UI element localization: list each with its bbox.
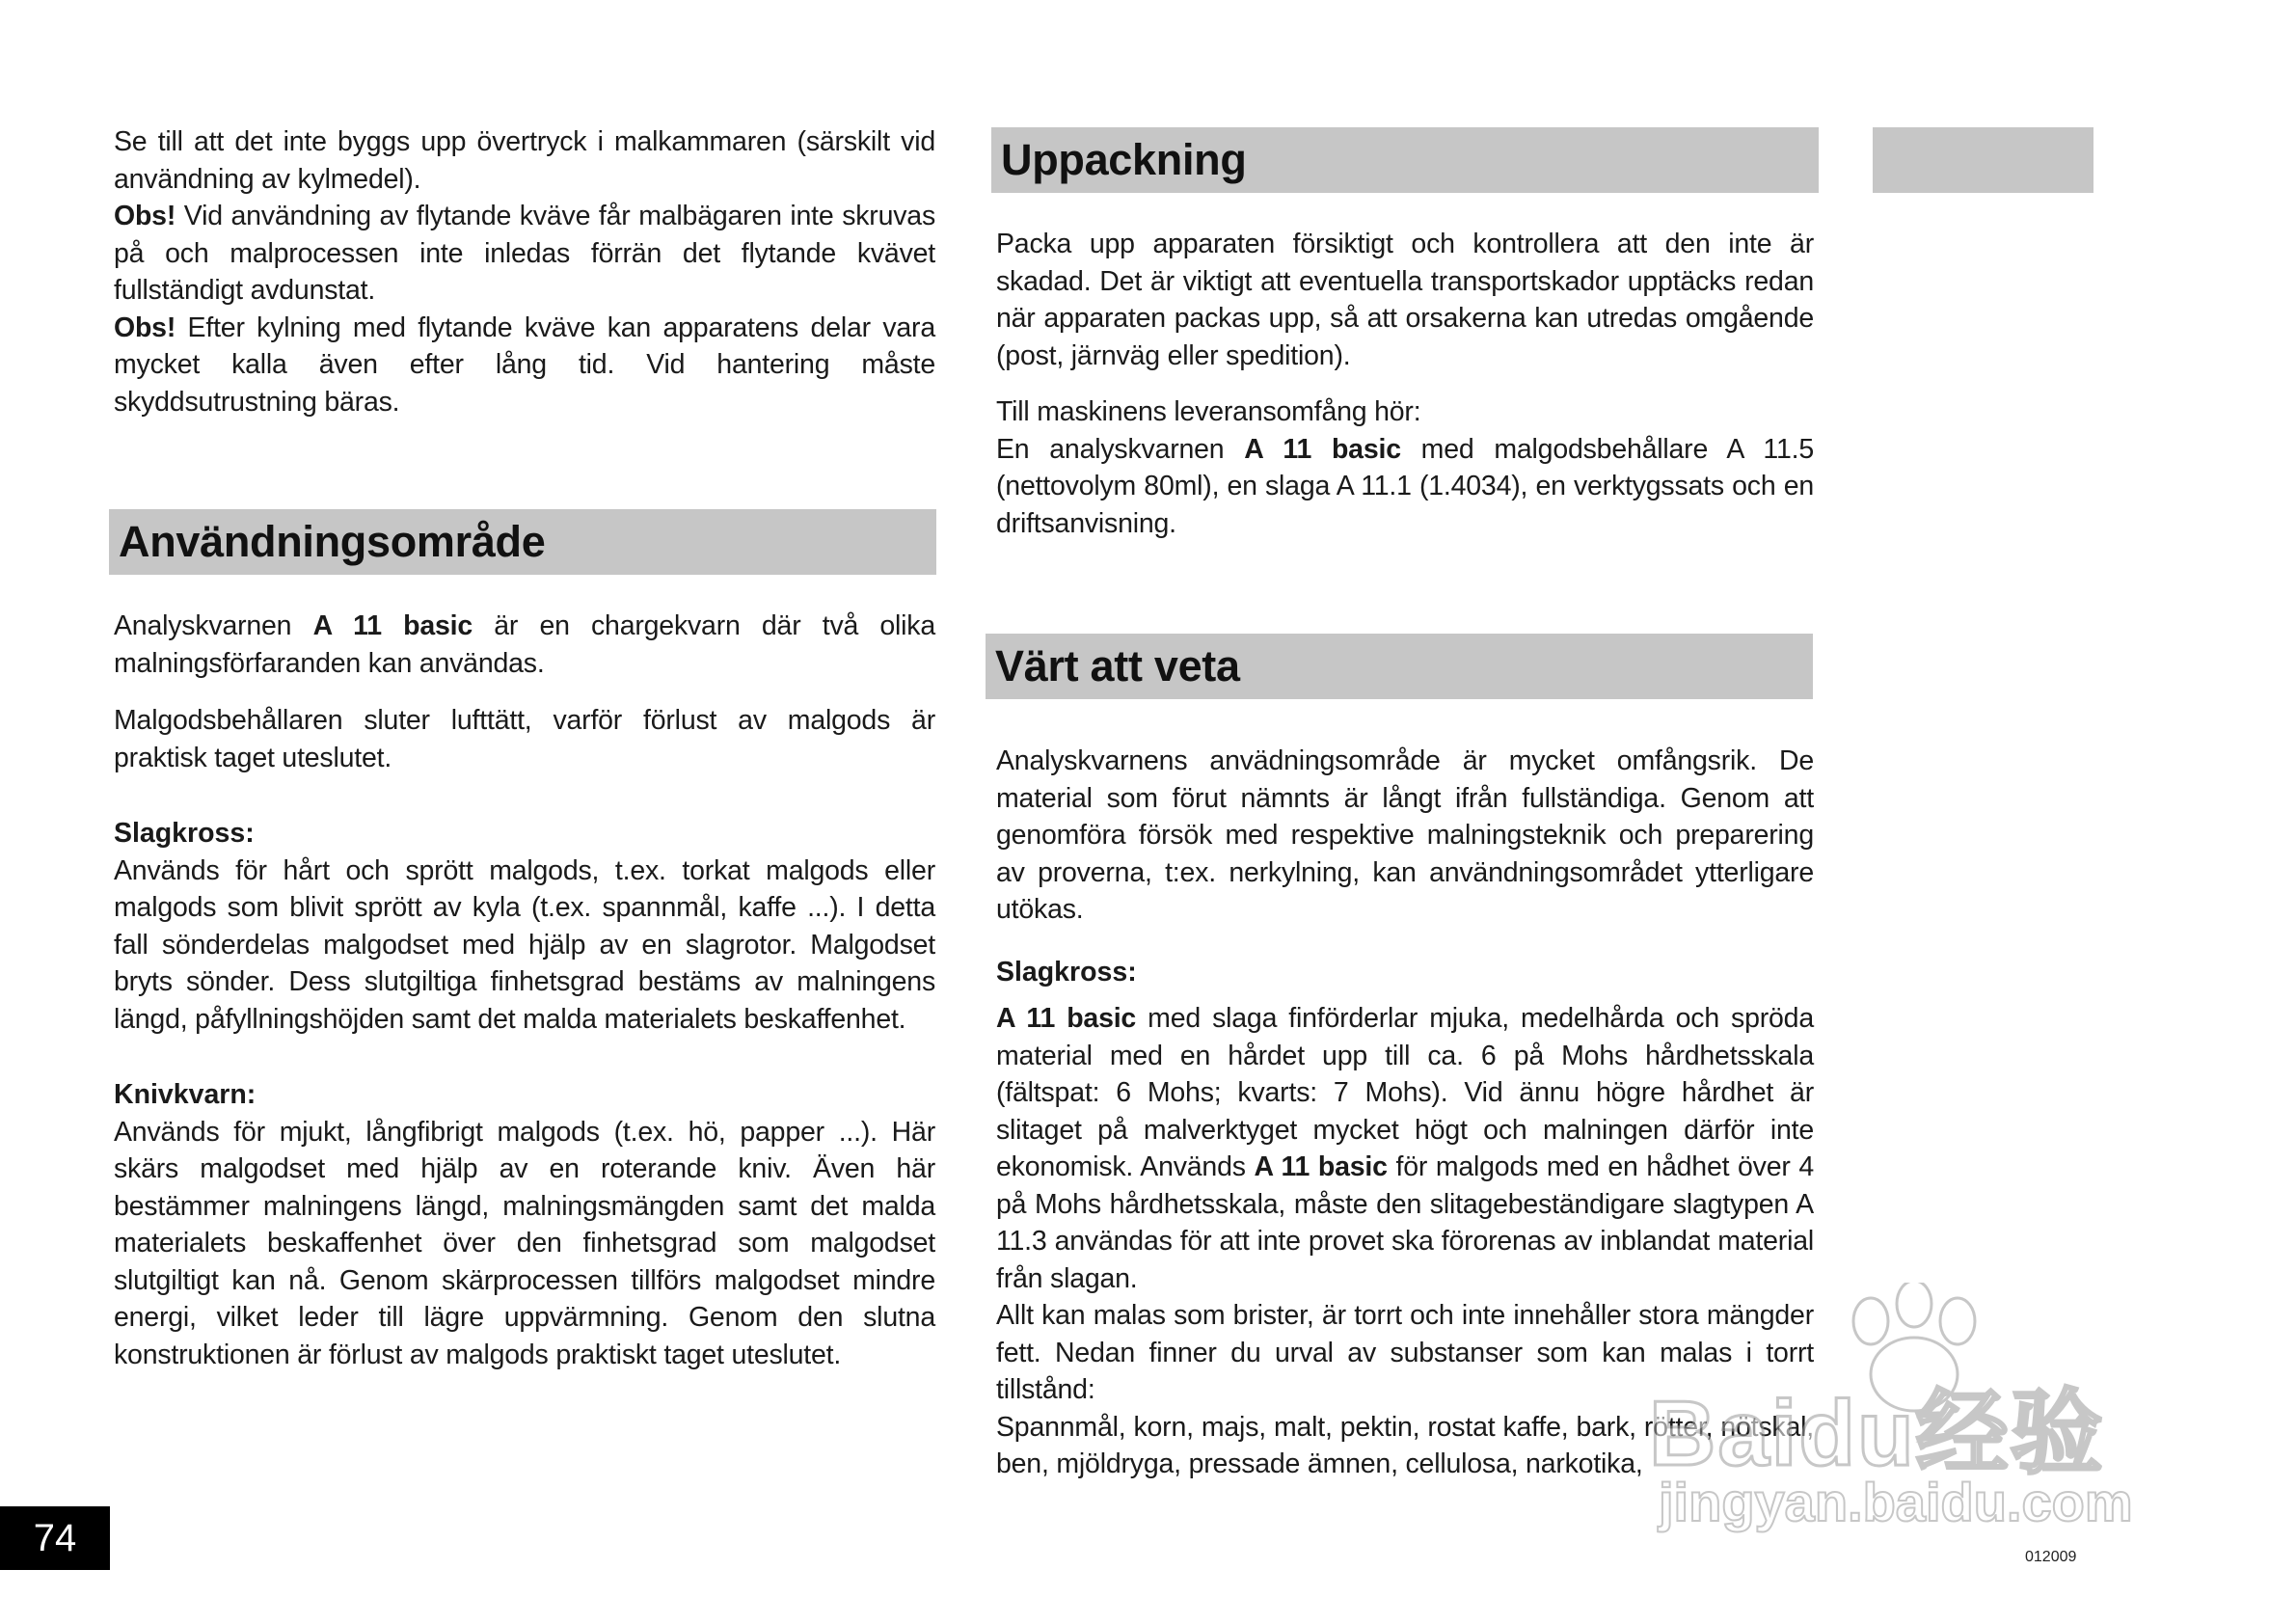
obs-text: Vid användning av flytande kväve får malbägaren inte skruvas på och malprocessen inte inledas förrän det flytande kvävet fullständigt avdunstat. bbox=[114, 201, 935, 306]
intro-paragraph-2 bbox=[114, 198, 935, 310]
model-name: A 11 basic bbox=[1244, 433, 1401, 465]
watermark-logo-text: Baidu经验 bbox=[1649, 1382, 2105, 1485]
model-name: A 11 basic bbox=[1254, 1151, 1388, 1182]
page-number: 74 bbox=[0, 1506, 110, 1570]
intro-paragraph-3 bbox=[114, 310, 935, 421]
anvandning-paragraph-2: Malgodsbehållaren sluter lufttätt, varför förlust av malgods är praktisk taget uteslutet. bbox=[114, 705, 935, 773]
document-code: 012009 bbox=[2025, 1549, 2077, 1565]
anvandning-paragraph-1: Analyskvarnen A 11 basic är en chargekvarn där två olika malningsförfaranden kan användas. bbox=[114, 610, 936, 679]
model-name: A 11 basic bbox=[312, 610, 473, 641]
obs-label: Obs! bbox=[114, 201, 176, 231]
side-tab-bar bbox=[1873, 127, 2093, 193]
slagkross-heading: Slagkross: bbox=[114, 818, 255, 849]
obs-label: Obs! bbox=[114, 311, 176, 343]
uppackning-paragraph-1: Packa upp apparaten försiktigt och kontrollera att den inte är skadad. Det är viktigt att eventuella transportskador upptäcks redan när apparaten packas upp, så att orsakerna kan utredas omgående (post, järnväg eller spedition). bbox=[996, 229, 1814, 371]
knivkvarn-heading: Knivkvarn: bbox=[114, 1079, 257, 1110]
intro-section bbox=[114, 123, 935, 420]
slagkross-text: Används för hårt och sprött malgods, t.ex. torkat malgods eller malgods som blivit sprött av kyla (t.ex. spannmål, kaffe ...). I detta fall sönderdelas malgodset med hjälp av en slagrotor. Malgodset bryts sönder. Dess slutgiltiga finhetsgrad bestäms av malningens längd, påfyllningshöjden samt det malda materialets beskaffenhet. bbox=[114, 854, 935, 1035]
vart-paragraph-4: Spannmål, korn, majs, malt, pektin, rostat kaffe, bark, rötter, nötskal, ben, mjöldryga, pressade ämnen, cellulosa, narkotika, bbox=[996, 1411, 1814, 1479]
intro-paragraph-1: Se till att det inte byggs upp övertryck i malkammaren (särskilt vid användning av kylmedel). bbox=[114, 126, 935, 195]
obs-text: Efter kylning med flytande kväve kan apparatens delar vara mycket kalla även efter lång tid. Vid hantering måste skyddsutrustning bäras. bbox=[114, 311, 935, 418]
heading-uppackning: Uppackning bbox=[991, 127, 1819, 193]
vart-paragraph-2: A 11 basic med slaga finförderlar mjuka, medelhårda och spröda material med en hårdet upp till ca. 6 på Mohs hårdhetsskala (fältspat: 6 Mohs; kvarts: 7 Mohs). Vid ännu högre hårdhet är slitaget på malverktyget mycket högt och malningen därför inte ekonomisk. Används A 11 basic för malgods med en hådhet över 4 på Mohs hårdhetsskala, måste den slitagebeständigare slagtypen A 11.3 användas för att inte provet ska förorenas av inblandat material från slagan. bbox=[996, 1003, 1814, 1294]
model-name: A 11 basic bbox=[996, 1003, 1137, 1034]
baidu-watermark bbox=[1630, 1283, 2170, 1553]
uppackning-paragraph-3: En analyskvarnen A 11 basic med malgodsbehållare A 11.5 (nettovolym 80ml), en slaga A 11.1 (1.4034), en verktygssats och en driftsanvisning. bbox=[996, 433, 1814, 539]
uppackning-section bbox=[996, 226, 1814, 542]
vart-slagkross-heading: Slagkross: bbox=[996, 956, 1137, 988]
heading-vart-att-veta: Värt att veta bbox=[986, 634, 1813, 699]
watermark-url: jingyan.baidu.com bbox=[1659, 1472, 2133, 1532]
vart-paragraph-3: Allt kan malas som brister, är torrt och inte innehåller stora mängder fett. Nedan finner du urval av substanser som kan malas i torrt tillstånd: bbox=[996, 1300, 1814, 1405]
knivkvarn-text: Används för mjukt, långfibrigt malgods (t.ex. hö, papper ...). Här skärs malgodset med hjälp av en roterande kniv. Även här bestämmer malningens längd, malningsmängden samt det malda materialets beskaffenhet över den finhetsgrad som malgodset slutgiltigt kan nå. Genom skärprocessen tillförs malgodset mindre energi, vilket leder till lägre uppvärmning. Genom den slutna konstruktionen är förlust av malgods praktiskt taget uteslutet. bbox=[114, 1116, 935, 1370]
anvandning-section bbox=[114, 608, 935, 1373]
heading-anvandningsomrade: Användningsområde bbox=[109, 509, 936, 575]
vart-paragraph-1: Analyskvarnens anvädningsområde är mycket omfångsrik. De material som förut nämnts är långt ifrån fullständiga. Genom att genomföra försök med respektive malningsteknik och preparering av proverna, t:ex. nerkylning, kan användningsområdet ytterligare utökas. bbox=[996, 745, 1814, 925]
uppackning-paragraph-2: Till maskinens leveransomfång hör: bbox=[996, 396, 1421, 427]
